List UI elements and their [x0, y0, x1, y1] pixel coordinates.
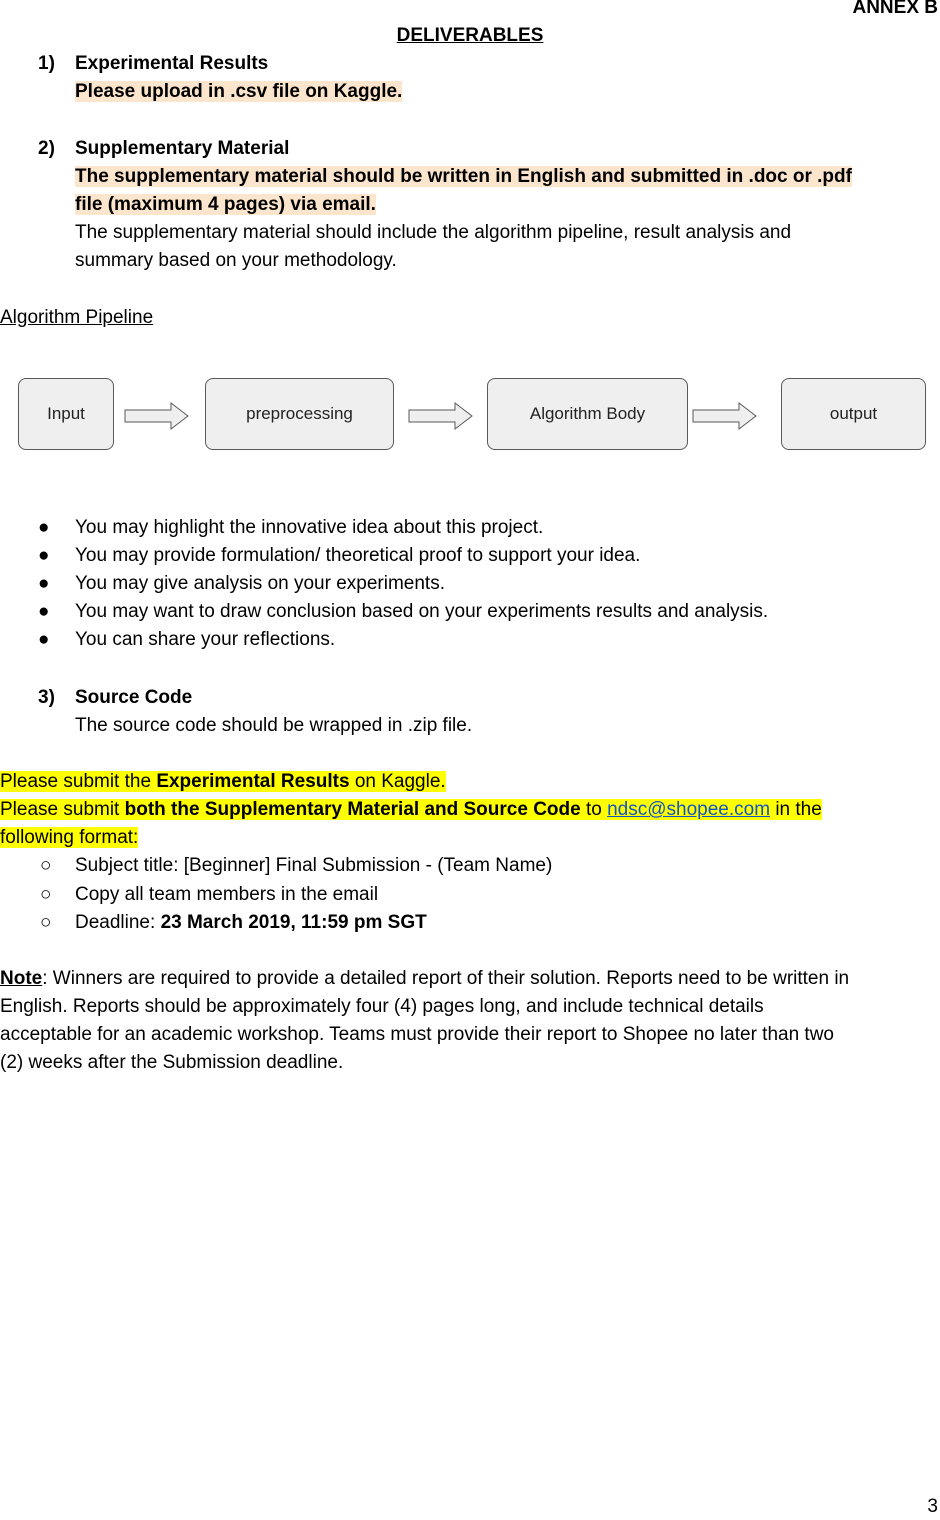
pipeline-step-algorithm-body: Algorithm Body: [487, 378, 688, 450]
section-1-number: 1): [38, 53, 55, 74]
format-item-cc: Copy all team members in the email: [75, 884, 379, 905]
pipeline-step-output: output: [781, 378, 926, 450]
tip-item: You may give analysis on your experiments.: [75, 573, 445, 594]
circle-bullet-icon: ○: [40, 884, 52, 905]
note-label: Note: [0, 968, 43, 989]
submission-line-1: Please submit the Experimental Results on Kaggle.: [0, 771, 446, 792]
section-2-heading: Supplementary Material: [75, 138, 290, 159]
bullet-icon: ●: [38, 517, 50, 538]
bullet-icon: ●: [38, 573, 50, 594]
email-link[interactable]: ndsc@shopee.com: [607, 799, 771, 820]
section-2-number: 2): [38, 138, 55, 159]
format-item-subject: Subject title: [Beginner] Final Submission - (Team Name): [75, 855, 553, 876]
section-3-number: 3): [38, 687, 55, 708]
pipeline-step-input: Input: [18, 378, 114, 450]
section-2-instruction-line1: The supplementary material should be written in English and submitted in .doc or .pdf: [75, 166, 852, 187]
section-1-heading: Experimental Results: [75, 53, 269, 74]
tip-item: You may want to draw conclusion based on your experiments results and analysis.: [75, 601, 769, 622]
submission-line-2: Please submit both the Supplementary Material and Source Code to ndsc@shopee.com in the: [0, 799, 822, 820]
section-2-instruction-line2: file (maximum 4 pages) via email.: [75, 194, 376, 215]
bullet-icon: ●: [38, 629, 50, 650]
pipeline-step-preprocessing: preprocessing: [205, 378, 394, 450]
format-item-deadline: Deadline: 23 March 2019, 11:59 pm SGT: [75, 912, 427, 933]
note-line-3: acceptable for an academic workshop. Teams must provide their report to Shopee no later than two: [0, 1024, 834, 1045]
pipeline-diagram: [16, 376, 928, 456]
annex-label: ANNEX B: [852, 0, 938, 18]
note-line-4: (2) weeks after the Submission deadline.: [0, 1052, 344, 1073]
section-2-body-line2: summary based on your methodology.: [75, 250, 397, 271]
tip-item: You may provide formulation/ theoretical proof to support your idea.: [75, 545, 641, 566]
circle-bullet-icon: ○: [40, 912, 52, 933]
pipeline-heading: Algorithm Pipeline: [0, 307, 154, 328]
circle-bullet-icon: ○: [40, 855, 52, 876]
section-3-heading: Source Code: [75, 687, 193, 708]
arrow-right-icon: [124, 401, 190, 431]
section-1-instruction: Please upload in .csv file on Kaggle.: [75, 81, 403, 102]
tip-item: You may highlight the innovative idea about this project.: [75, 517, 544, 538]
note-line-1: Note: Winners are required to provide a detailed report of their solution. Reports need to be written in: [0, 968, 850, 989]
bullet-icon: ●: [38, 601, 50, 622]
submission-line-3: following format:: [0, 827, 139, 848]
arrow-right-icon: [692, 401, 758, 431]
tip-item: You can share your reflections.: [75, 629, 336, 650]
section-2-body-line1: The supplementary material should include the algorithm pipeline, result analysis and: [75, 222, 792, 243]
arrow-right-icon: [408, 401, 474, 431]
bullet-icon: ●: [38, 545, 50, 566]
section-3-body: The source code should be wrapped in .zip file.: [75, 715, 473, 736]
note-line-2: English. Reports should be approximately four (4) pages long, and include technical details: [0, 996, 764, 1017]
page-number: 3: [927, 1496, 938, 1517]
page-title: DELIVERABLES: [396, 25, 544, 46]
